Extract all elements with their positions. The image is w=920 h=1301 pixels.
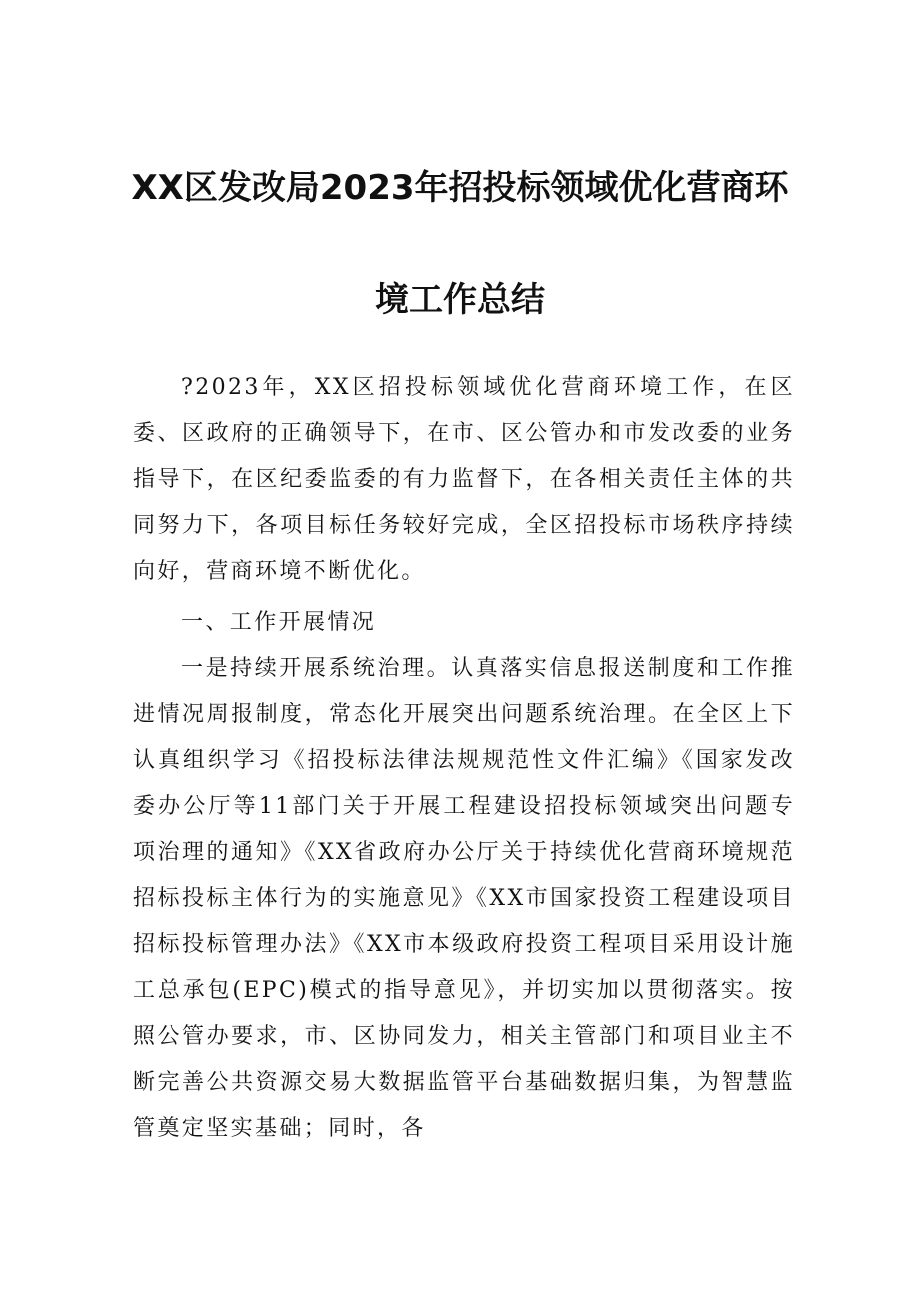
- section-heading: 一、工作开展情况: [181, 610, 377, 635]
- document-title-line-2: 境工作总结: [375, 280, 545, 320]
- intro-paragraph: ?2023年，XX区招投标领域优化营商环境工作，在区委、区政府的正确领导下，在市、区公管办和市发改委的业务指导下，在区纪委监委的有力监督下，在各相关责任主体的共同努力下，各项目标任务较好完成，全区招投标市场秩序持续向好，营商环境不断优化。: [133, 375, 795, 584]
- item-one-paragraph: 一是持续开展系统治理。认真落实信息报送制度和工作推进情况周报制度，常态化开展突出问题系统治理。在全区上下认真组织学习《招投标法律法规规范性文件汇编》《国家发改委办公厅等11部门关于开展工程建设招投标领域突出问题专项治理的通知》《XX省政府办公厅关于持续优化营商环境规范招标投标主体行为的实施意见》《XX市国家投资工程建设项目招标投标管理办法》《XX市本级政府投资工程项目采用设计施工总承包(EPC)模式的指导意见》，并切实加以贯彻落实。按照公管办要求，市、区协同发力，相关主管部门和项目业主不断完善公共资源交易大数据监管平台基础数据归集，为智慧监管奠定坚实基础；同时，各: [133, 656, 795, 1141]
- document-title-line-1: XX区发改局2023年招投标领域优化营商环: [131, 168, 789, 208]
